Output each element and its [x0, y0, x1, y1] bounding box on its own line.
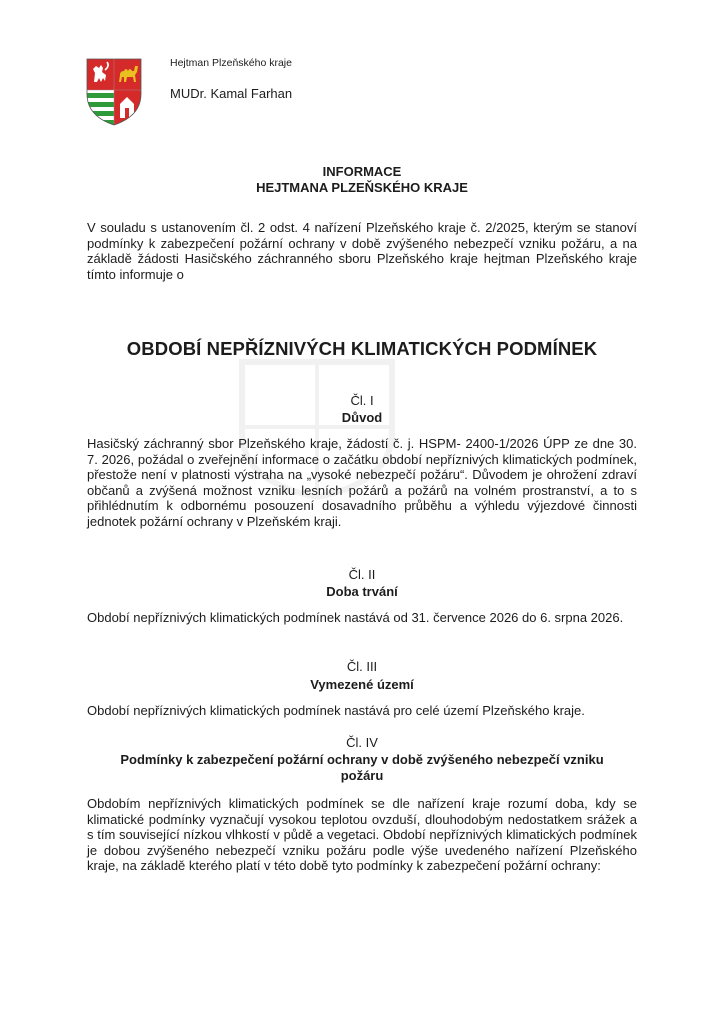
main-heading: OBDOBÍ NEPŘÍZNIVÝCH KLIMATICKÝCH PODMÍNEK [126, 338, 598, 359]
article-4-title: Podmínky k zabezpečení požární ochrany v době zvýšeného nebezpečí vzniku požáru [120, 752, 604, 783]
article-2-text: Období nepříznivých klimatických podmínek nastává od 31. července 2026 do 6. srpna 2026. [87, 610, 624, 625]
coat-of-arms-icon [86, 58, 142, 126]
intro-paragraph: V souladu s ustanovením čl. 2 odst. 4 nařízení Plzeňského kraje č. 2/2025, kterým se stanoví podmínky k zabezpečení požární ochrany v době zvýšeného nebezpečí vzniku požáru, a na základě žádosti Hasičského záchranného sboru Plzeňského kraje hejtman Plzeňského kraje tímto informuje o [87, 220, 637, 282]
header-role: Hejtman Plzeňského kraje [170, 57, 292, 69]
document-title [80, 164, 644, 196]
article-1-number: Čl. I [350, 393, 374, 408]
header-name: MUDr. Kamal Farhan [170, 86, 293, 101]
article-4-number: Čl. IV [346, 735, 378, 750]
article-4-text: Obdobím nepříznivých klimatických podmínek se dle nařízení kraje rozumí doba, kdy se klimatické podmínky vyznačují vysokou teplotou ovzduší, dlouhodobým nedostatkem srážek a s tím související nízkou vlhkostí v půdě a vegetaci. Období nepříznivých klimatických podmínek je dobou zvýšeného nebezpečí vzniku požáru podle výše uvedeného nařízení Plzeňského kraje, na základě kterého platí v této době tyto podmínky k zabezpečení požární ochrany: [87, 796, 637, 874]
article-3-text: Období nepříznivých klimatických podmínek nastává pro celé území Plzeňského kraje. [87, 703, 585, 718]
article-2-number: Čl. II [348, 567, 376, 582]
title-line-2: HEJTMANA PLZEŇSKÉHO KRAJE [256, 180, 468, 195]
article-1-text: Hasičský záchranný sbor Plzeňského kraje, žádostí č. j. HSPM- 2400-1/2026 ÚPP ze dne 30. 7. 2026, požádal o zveřejnění informace o začátku období nepříznivých klimatických podmínek, přestože není v platnosti výstraha na „vysoké nebezpečí požáru“. Důvodem je ohrožení zdraví občanů a zvýšená možnost vzniku lesních požárů a požárů na volném prostranství, a to s přihlédnutím k odbornému posouzení dosavadního průběhu a výhledu výjezdové činnosti jednotek požární ochrany v Plzeňském kraji. [87, 436, 637, 529]
article-3-title: Vymezené území [310, 677, 414, 692]
title-line-1: INFORMACE [322, 164, 402, 179]
article-1-title: Důvod [341, 410, 383, 425]
article-3-number: Čl. III [346, 659, 378, 674]
article-2-title: Doba trvání [326, 584, 398, 599]
